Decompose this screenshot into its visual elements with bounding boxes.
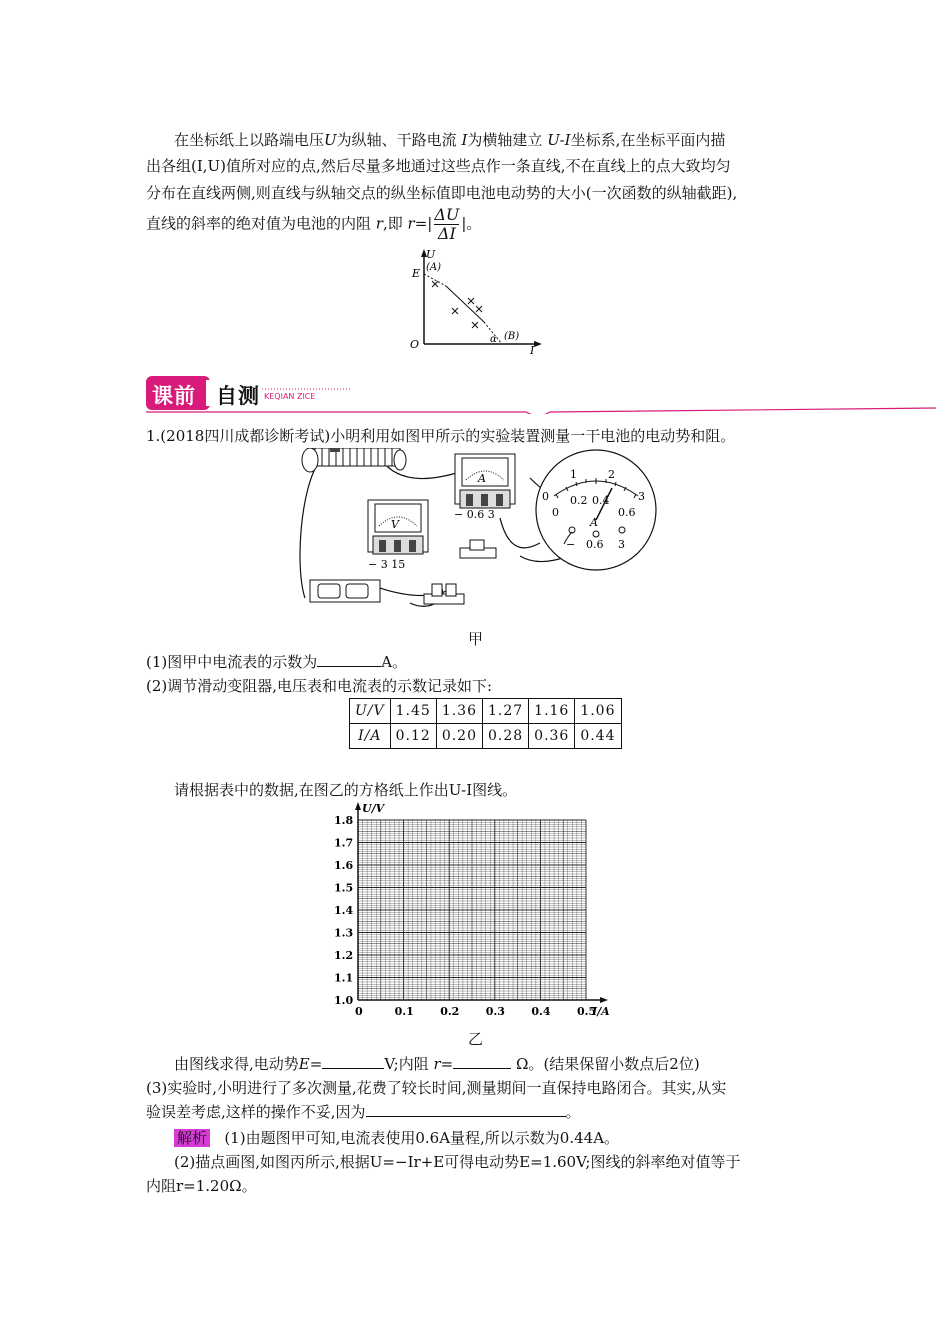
question-1 (146, 652, 407, 672)
q3-text: 验误差考虑,这样的操作不妥,因为 (146, 1103, 366, 1121)
question-stem: 1.(2018四川成都诊断考试)小明利用如图甲所示的实验装置测量一干电池的电动势和阻。 (146, 427, 736, 445)
q2c-text: V;内阻 (384, 1055, 429, 1073)
meter-mid-02: 0.2 (570, 494, 588, 507)
table-head-u: U/V (350, 699, 391, 724)
analysis-text: (1)由题图甲可知,电流表使用0.6A量程,所以示数为0.44A。 (224, 1129, 620, 1147)
intro-text: |。 (461, 214, 482, 233)
var-r2: r= (433, 1055, 454, 1073)
grid-y-ticks (334, 814, 353, 1007)
battery (310, 580, 380, 602)
emf-answer-blank[interactable] (322, 1054, 384, 1069)
question-2-instruction: 请根据表中的数据,在图乙的方格纸上作出U-I图线。 (174, 781, 518, 799)
data-table (349, 698, 622, 749)
var-ui: U-I (547, 131, 571, 149)
intro-line-1 (174, 130, 725, 150)
intro-text: 坐标系,在坐标平面内描 (570, 131, 726, 149)
component-holder (460, 540, 496, 558)
banner-part1: 课前 (152, 384, 196, 408)
question-3-line-1: (3)实验时,小明进行了多次测量,花费了较长时间,测量期间一直保持电路闭合。其实,从实 (146, 1079, 727, 1097)
section-banner (146, 372, 936, 414)
meter-term-06: 0.6 (586, 538, 604, 551)
table-head-i: I/A (350, 724, 391, 749)
grid-y-tick: 1.8 (334, 814, 354, 827)
table-cell: 1.45 (390, 699, 436, 724)
table-cell: 0.20 (436, 724, 482, 749)
meter-unit: A (590, 516, 598, 529)
meter-top-0: 0 (542, 490, 549, 503)
apparatus-figure (290, 448, 670, 616)
table-cell: 1.16 (529, 699, 575, 724)
grid-x-tick: 0.3 (485, 1005, 505, 1018)
intro-text: 为纵轴、干路电流 (336, 131, 457, 149)
table-cell: 1.36 (436, 699, 482, 724)
analysis-line-2: (2)描点画图,如图丙所示,根据U=−Ir+E可得电动势E=1.60V;图线的斜率绝对值等于 (174, 1153, 741, 1171)
grid-y-label: U/V (362, 802, 385, 815)
meter-mid-0: 0 (552, 506, 559, 519)
figure-1-caption: 甲 (468, 630, 484, 648)
question-2: (2)调节滑动变阻器,电压表和电流表的示数记录如下: (146, 677, 493, 695)
switch (424, 584, 464, 604)
meter-mid-06: 0.6 (618, 506, 636, 519)
intro-line-2: 出各组(I,U)值所对应的点,然后尽量多地通过这些点作一条直线,不在直线上的点大致均匀 (146, 157, 731, 175)
grid-y-arrow (355, 802, 361, 810)
formula-r: r=| (407, 214, 433, 233)
table-cell: 0.36 (529, 724, 575, 749)
analysis-tag: 解析 (174, 1129, 210, 1147)
grid-x-tick: 0.4 (531, 1005, 551, 1018)
x-arrow (534, 341, 542, 347)
voltmeter-label: V (391, 518, 399, 531)
meter-term-minus: − (566, 538, 576, 551)
grid-x-tick: 0.5 (577, 1005, 597, 1018)
analysis-line-3: 内阻r=1.20Ω。 (146, 1177, 257, 1195)
grid-y-tick: 1.2 (334, 949, 354, 962)
meter-top-2: 2 (608, 468, 615, 481)
fraction (434, 206, 459, 243)
small-a-label: (A) (426, 262, 442, 273)
meter-top-3: 3 (638, 490, 645, 503)
fit-line (446, 286, 484, 322)
grid-y-tick: 1.6 (334, 859, 354, 872)
grid-y-tick: 1.5 (334, 881, 354, 895)
intro-text: 为横轴建立 (467, 131, 543, 149)
small-origin: O (410, 338, 420, 351)
grid-x-tick: 0 (355, 1005, 363, 1018)
meter-term-3: 3 (618, 538, 625, 551)
q1-unit: A。 (381, 653, 408, 671)
question-3-line-2 (146, 1102, 581, 1122)
intro-text: 在坐标纸上以路端电压 (174, 131, 325, 149)
question-2-result (174, 1054, 700, 1074)
small-x-label: I (530, 344, 535, 356)
intro-text: 直线的斜率的绝对值为电池的内阻 (146, 214, 372, 233)
grid-x-arrow (600, 997, 608, 1003)
q1-text: (1)图甲中电流表的示数为 (146, 653, 318, 671)
var-u: U (324, 131, 337, 149)
resistance-answer-blank[interactable] (453, 1054, 511, 1069)
grid-x-ticks (355, 1005, 596, 1018)
grid-x-tick: 0.1 (394, 1005, 414, 1018)
grid-x-tick: 0.2 (440, 1005, 460, 1018)
small-y-label: U (426, 248, 436, 261)
ammeter-label: A (478, 472, 486, 485)
q1-answer-blank[interactable] (317, 652, 381, 667)
table-cell: 0.44 (575, 724, 621, 749)
small-e-label: E (412, 267, 421, 280)
table-row (350, 699, 622, 724)
data-crosses (432, 281, 482, 328)
meter-top-1: 1 (570, 468, 577, 481)
grid-y-tick: 1.3 (334, 926, 354, 940)
q3-end: 。 (565, 1103, 581, 1121)
small-ui-graph (406, 246, 546, 356)
grid-lines (358, 820, 586, 1000)
grid-y-tick: 1.0 (334, 994, 354, 1007)
fraction-denominator: ΔI (437, 224, 456, 243)
ammeter-terminals: − 0.6 3 (454, 508, 495, 521)
small-alpha: α (490, 334, 497, 345)
grid-x-label: I/A (592, 1005, 610, 1018)
table-cell: 1.06 (575, 699, 621, 724)
table-cell: 1.27 (482, 699, 528, 724)
grid-y-tick: 1.7 (334, 836, 354, 850)
intro-line-3: 分布在直线两侧,则直线与纵轴交点的纵坐标值即电池电动势的大小(一次函数的纵轴截距), (146, 184, 738, 202)
intro-text: ,即 (382, 214, 403, 233)
var-e: E= (298, 1055, 323, 1073)
q2c-text: 由图线求得,电动势 (174, 1055, 299, 1073)
var-i: I (461, 131, 468, 149)
fraction-numerator: ΔU (434, 205, 460, 224)
grid-y-tick: 1.1 (334, 971, 354, 985)
table-cell: 0.28 (482, 724, 528, 749)
voltmeter-terminals: − 3 15 (368, 558, 406, 571)
meter-mid-04: 0.4 (592, 494, 610, 507)
banner-part2: 自测 (216, 384, 260, 408)
figure-2-caption: 乙 (468, 1030, 484, 1048)
q3-answer-blank[interactable] (366, 1102, 566, 1117)
grid-y-tick: 1.4 (334, 904, 354, 917)
banner-pinyin: KEQIAN ZICE (264, 392, 316, 401)
table-cell: 0.12 (390, 724, 436, 749)
small-b-label: (B) (504, 331, 520, 342)
table-row (350, 724, 622, 749)
analysis-line-1 (174, 1128, 619, 1148)
grid-paper (330, 800, 620, 1022)
intro-line-4 (146, 206, 481, 243)
var-r: r (375, 214, 383, 233)
q2c-text: Ω。(结果保留小数点后2位) (516, 1055, 700, 1073)
